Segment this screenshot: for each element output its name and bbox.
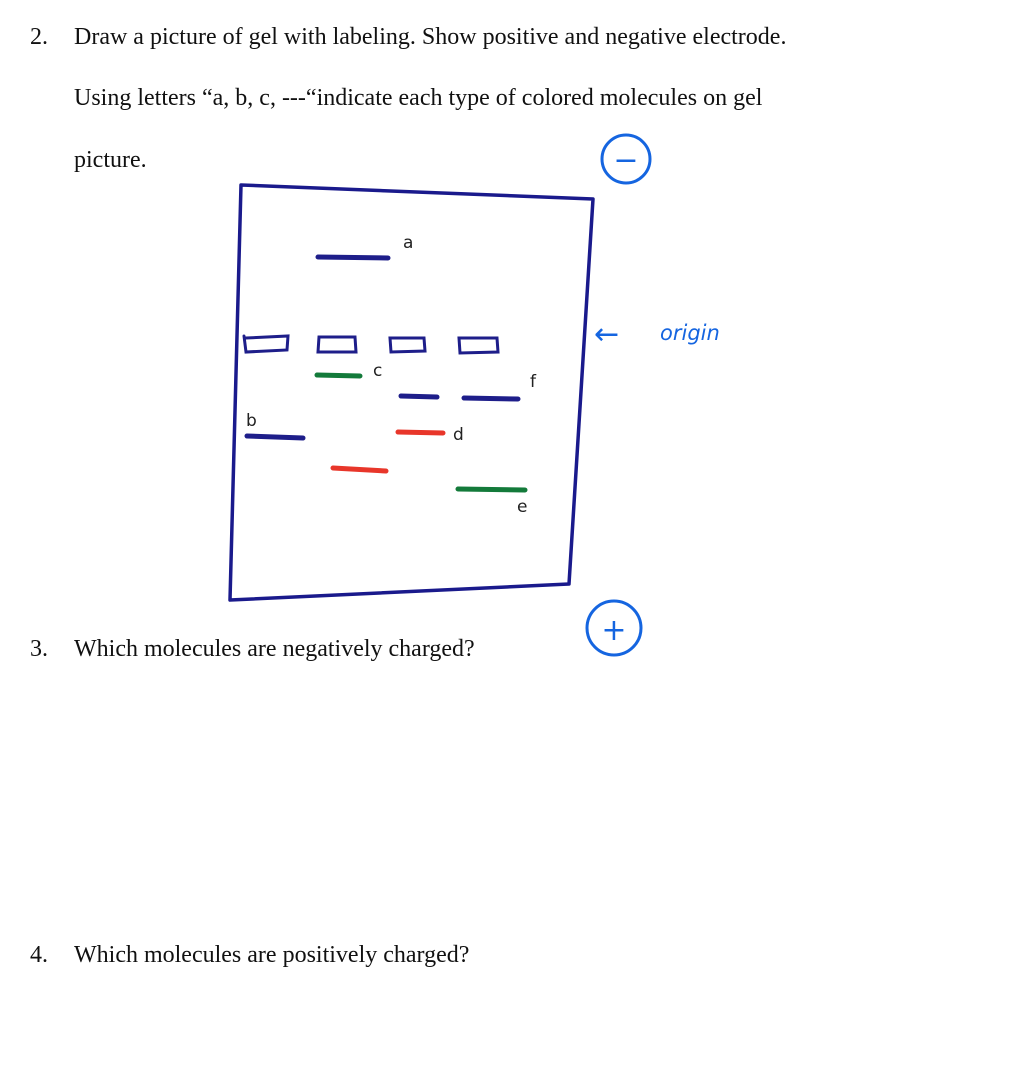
question-2-line-2: Using letters “a, b, c, ---“indicate each type of colored molecules on gel (74, 85, 763, 111)
band-labels (246, 233, 537, 517)
label-c: c (373, 361, 383, 381)
well-4 (459, 338, 498, 353)
label-f: f (530, 372, 536, 392)
wells (244, 336, 498, 353)
band-d (398, 432, 443, 433)
question-3-number: 3. (30, 636, 48, 662)
well-1 (244, 336, 288, 352)
band-f (464, 398, 518, 399)
origin-label: origin (660, 321, 720, 345)
negative-electrode (602, 135, 650, 183)
negative-symbol: − (613, 143, 639, 178)
bands (247, 257, 525, 490)
well-2 (318, 337, 356, 352)
question-2-number: 2. (30, 24, 48, 50)
question-4-number: 4. (30, 942, 48, 968)
label-a: a (403, 233, 414, 253)
question-3-text: Which molecules are negatively charged? (74, 636, 475, 662)
band-lane2-red (333, 468, 386, 471)
label-e: e (517, 497, 528, 517)
band-lane3-blue (401, 396, 437, 397)
question-2-line-3: picture. (74, 147, 147, 173)
band-c (317, 375, 360, 376)
label-b: b (246, 411, 257, 431)
positive-symbol: + (601, 613, 627, 648)
origin-marker (594, 317, 720, 352)
question-2-text: Draw a picture of gel with labeling. Show positive and negative electrode. (74, 24, 787, 50)
positive-electrode (587, 601, 641, 655)
origin-arrow: ← (594, 317, 620, 352)
band-e (458, 489, 525, 490)
question-4-text: Which molecules are positively charged? (74, 942, 470, 968)
band-b (247, 436, 303, 438)
band-a (318, 257, 388, 258)
label-d: d (453, 425, 464, 445)
well-3 (390, 338, 425, 352)
